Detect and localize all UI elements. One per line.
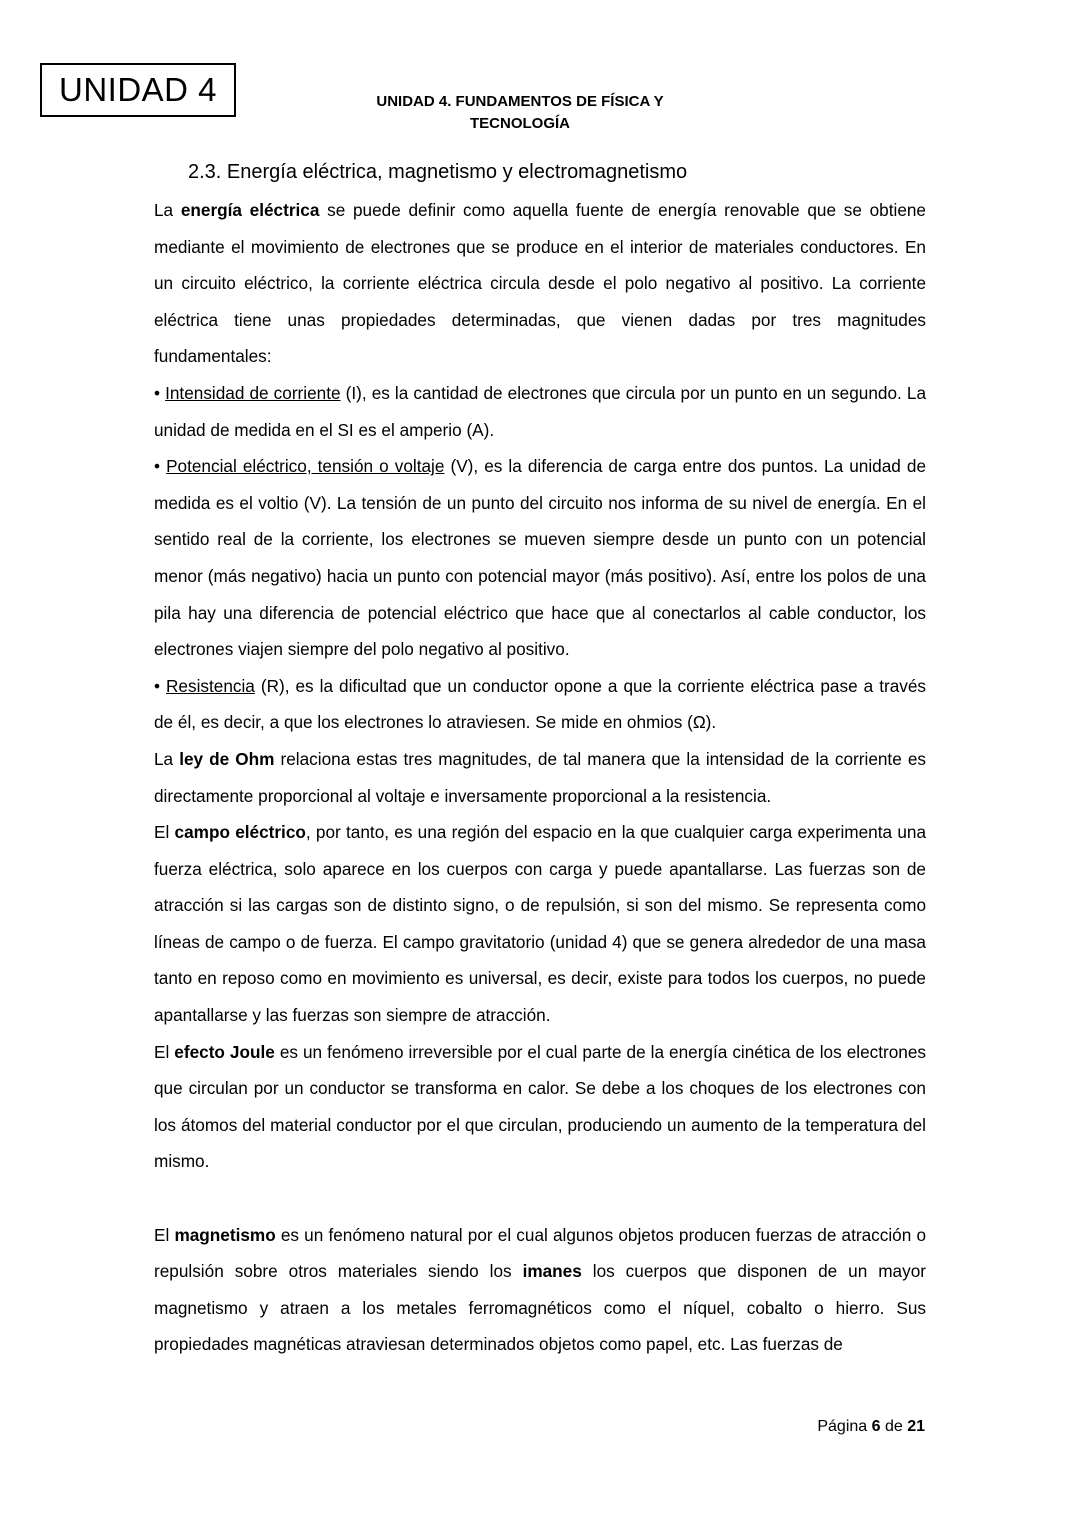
term-energia-electrica: energía eléctrica (180, 200, 320, 220)
text-run: es un fenómeno irreversible por el cual parte de la energía cinética de los electrones que circulan por un conductor se transforma en calor. Se debe a los choques de los electrones con los átomos del material conductor por el que circulan, produciendo un aumento de la temperatura del mismo. (154, 1041, 926, 1172)
term-imanes: imanes (522, 1261, 582, 1282)
paragraph-spacer (154, 1180, 926, 1217)
text-run: (V), es la diferencia de carga entre dos puntos. La unidad de medida es el voltio (V). La tensión de un punto del circuito nos informa de su nivel de energía. En el sentido real de la corriente, los electrones se mueven siempre desde un punto con un potencial menor (más negativo) hacia un punto con potencial mayor (más positivo). Así, entre los polos de una pila hay una diferencia de potencial eléctrico que hace que al conectarlos al cable conductor, los electrones viajen siempre del polo negativo al positivo. (154, 456, 927, 660)
term-campo-electrico: campo eléctrico (174, 822, 306, 843)
text-run: (R), es la dificultad que un conductor opone a que la corriente eléctrica pase a través de él, es decir, a que los electrones lo atraviesen. Se mide en ohmios (Ω). (154, 675, 926, 733)
bullet-mark: • (154, 382, 166, 403)
unit-badge: UNIDAD 4 (40, 63, 236, 117)
term-magnetismo: magnetismo (174, 1224, 276, 1245)
term-intensidad: Intensidad de corriente (165, 382, 341, 403)
term-efecto-joule: efecto Joule (174, 1041, 275, 1062)
current-page: 6 (871, 1418, 881, 1435)
text-run: La (154, 200, 181, 220)
text-run: , por tanto, es una región del espacio en la que cualquier carga experimenta una fuerza eléctrica, solo aparece en los cuerpos con carga y puede apantallarse. Las fuerzas son de atracción si las cargas son de distinto signo, o de repulsión, si son del mismo. Se representa como líneas de campo o de fuerza. El campo gravitatorio (unidad 4) que se genera alrededor de una masa tanto en reposo como en movimiento es universal, es decir, existe para todos los cuerpos, no puede apantallarse y las fuerzas son siempre de atracción. (154, 822, 927, 1026)
bullet-potencial (154, 448, 926, 668)
text-run: es un fenómeno natural por el cual algunos objetos producen fuerzas de atracción o repulsión sobre otros materiales siendo los (154, 1224, 927, 1282)
term-ley-ohm: ley de Ohm (179, 748, 275, 769)
text-run: El (154, 1041, 175, 1062)
term-potencial: Potencial eléctrico, tensión o voltaje (166, 456, 445, 477)
text-run: (I), es la cantidad de electrones que circula por un punto en un segundo. La unidad de medida en el SI es el amperio (A). (154, 382, 926, 440)
text-run: se puede definir como aquella fuente de energía renovable que se obtiene mediante el movimiento de electrones que se produce en el interior de materiales conductores. En un circuito eléctrico, la corriente eléctrica circula desde el polo negativo al positivo. La corriente eléctrica tiene unas propiedades determinadas, que vienen dadas por tres magnitudes fundamentales: (154, 200, 926, 367)
section-title: 2.3. Energía eléctrica, magnetismo y electromagnetismo (188, 161, 688, 183)
header-line-2: TECNOLOGÍA (470, 115, 570, 132)
page-number (817, 1416, 925, 1438)
bullet-intensidad (154, 375, 926, 448)
header-line-1: UNIDAD 4. FUNDAMENTOS DE FÍSICA Y (376, 93, 664, 110)
term-resistencia: Resistencia (166, 675, 255, 696)
text-run: La (154, 748, 180, 769)
text-run: relaciona estas tres magnitudes, de tal manera que la intensidad de la corriente es directamente proporcional al voltaje e inversamente proporcional a la resistencia. (154, 748, 926, 806)
text-run: los cuerpos que disponen de un mayor magnetismo y atraen a los metales ferromagnéticos como el níquel, cobalto o hierro. Sus propiedades magnéticas atraviesan determinados objetos como papel, etc. Las fuerzas de (154, 1261, 926, 1355)
bullet-resistencia (154, 668, 926, 741)
bullet-mark: • (154, 456, 167, 477)
text-run: El (154, 822, 175, 843)
page-of: de (880, 1418, 908, 1435)
page-label: Página (817, 1418, 872, 1435)
text-run: El (154, 1224, 175, 1245)
bullet-mark: • (154, 675, 167, 696)
body-text (154, 192, 926, 1363)
total-pages: 21 (907, 1418, 925, 1435)
paragraph-campo-electrico (154, 814, 926, 1034)
paragraph-energia-electrica (154, 192, 926, 375)
document-header (360, 91, 680, 135)
paragraph-efecto-joule (154, 1034, 926, 1180)
paragraph-magnetismo (154, 1217, 926, 1363)
paragraph-ley-ohm (154, 741, 926, 814)
